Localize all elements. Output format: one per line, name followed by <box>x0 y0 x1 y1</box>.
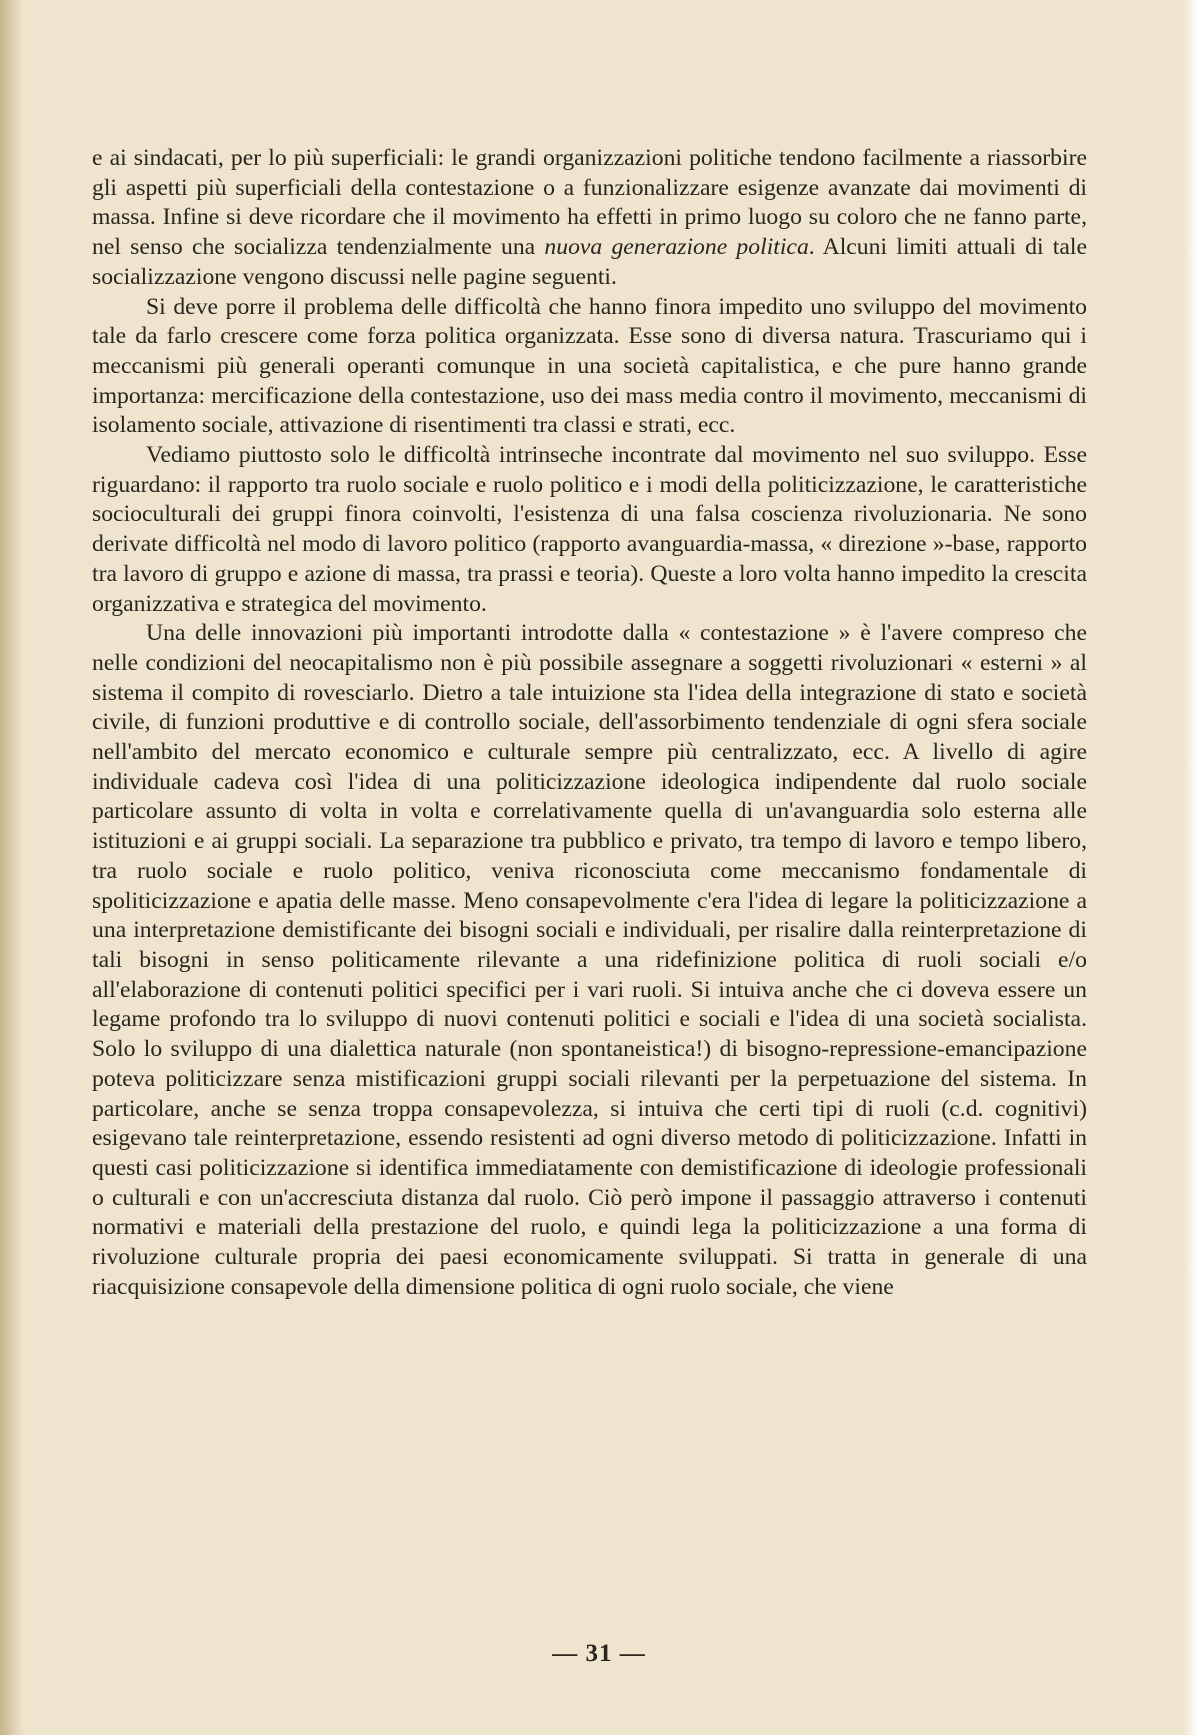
paragraph-2: Si deve porre il problema delle difficoltà che hanno finora impedito uno sviluppo del movimento tale da farlo crescere come forza politica organizzata. Esse sono di diversa natura. Trascuriamo qui i meccanismi più generali operanti comunque in una società capitalistica, e che pure hanno grande importanza: mercificazione della contestazione, uso dei mass media contro il movimento, meccanismi di isolamento sociale, attivazione di risentimenti tra classi e strati, ecc. <box>92 293 1087 439</box>
italic-phrase: nuova generazione politica <box>544 234 809 261</box>
paragraph-1-text-a: e ai sindacati, per lo più superficiali: le grandi organizzazioni politiche tendono facilmente a riassorbire gli aspetti più superficiali della contestazione o a funzionalizzare esigenze avanzate dai movimenti di massa. Infine si deve ricordare che il movimento ha effetti in primo luogo su coloro che ne fanno parte, nel senso che socializza tendenzialmente una <box>92 145 1087 261</box>
paragraph-1-text-b: . Alcuni limiti attuali di tale socializzazione vengono discussi nelle pagine seguenti. <box>92 234 1087 290</box>
body-text <box>92 144 1087 1302</box>
page-number: — 31 — <box>552 1640 646 1667</box>
paragraph-4: Una delle innovazioni più importanti introdotte dalla « contestazione » è l'avere compreso che nelle condizioni del neocapitalismo non è più possibile assegnare a soggetti rivoluzionari « esterni » al sistema il compito di rovesciarlo. Dietro a tale intuizione sta l'idea della integrazione di stato e società civile, di funzioni produttive e di controllo sociale, dell'assorbimento tendenziale di ogni sfera sociale nell'ambito del mercato economico e culturale sempre più centralizzato, ecc. A livello di agire individuale cadeva così l'idea di una politicizzazione ideologica indipendente dal ruolo sociale particolare assunto di volta in volta e correlativamente quella di un'avanguardia solo esterna alle istituzioni e ai gruppi sociali. La separazione tra pubblico e privato, tra tempo di lavoro e tempo libero, tra ruolo sociale e ruolo politico, veniva riconosciuta come meccanismo fondamentale di spoliticizzazione e apatia delle masse. Meno consapevolmente c'era l'idea di legare la politicizzazione a una interpretazione demistificante dei bisogni sociali e individuali, per risalire dalla reinterpretazione di tali bisogni in senso politicamente rilevante a una ridefinizione politica di ruoli sociali e/o all'elaborazione di contenuti politici specifici per i vari ruoli. Si intuiva anche che ci doveva essere un legame profondo tra lo sviluppo di nuovi contenuti politici e sociali e l'idea di una società socialista. Solo lo sviluppo di una dialettica naturale (non spontaneistica!) di bisogno-repressione-emancipazione poteva politicizzare senza mistificazioni gruppi sociali rilevanti per la perpetuazione del sistema. In particolare, anche se senza troppa consapevolezza, si intuiva che certi tipi di ruoli (c.d. cognitivi) esigevano tale reinterpretazione, essendo resistenti ad ogni diverso metodo di politicizzazione. Infatti in questi casi politicizzazione si identifica immediatamente con demistificazione di ideologie professionali o culturali e con un'accresciuta distanza dal ruolo. Ciò però impone il passaggio attraverso i contenuti normativi e materiali della prestazione del ruolo, e quindi lega la politicizzazione a una forma di rivoluzione culturale propria dei paesi economicamente sviluppati. Si tratta in generale di una riacquisizione consapevole della dimensione politica di ogni ruolo sociale, che viene <box>92 620 1087 1300</box>
paragraph-3: Vediamo piuttosto solo le difficoltà intrinseche incontrate dal movimento nel suo sviluppo. Esse riguardano: il rapporto tra ruolo sociale e ruolo politico e i modi della politicizzazione, le caratteristiche socioculturali dei gruppi finora coinvolti, l'esistenza di una falsa coscienza rivoluzionaria. Ne sono derivate difficoltà nel modo di lavoro politico (rapporto avanguardia-massa, « direzione »-base, rapporto tra lavoro di gruppo e azione di massa, tra prassi e teoria). Queste a loro volta hanno impedito la crescita organizzativa e strategica del movimento. <box>92 442 1087 617</box>
paragraph-1 <box>92 144 1087 293</box>
